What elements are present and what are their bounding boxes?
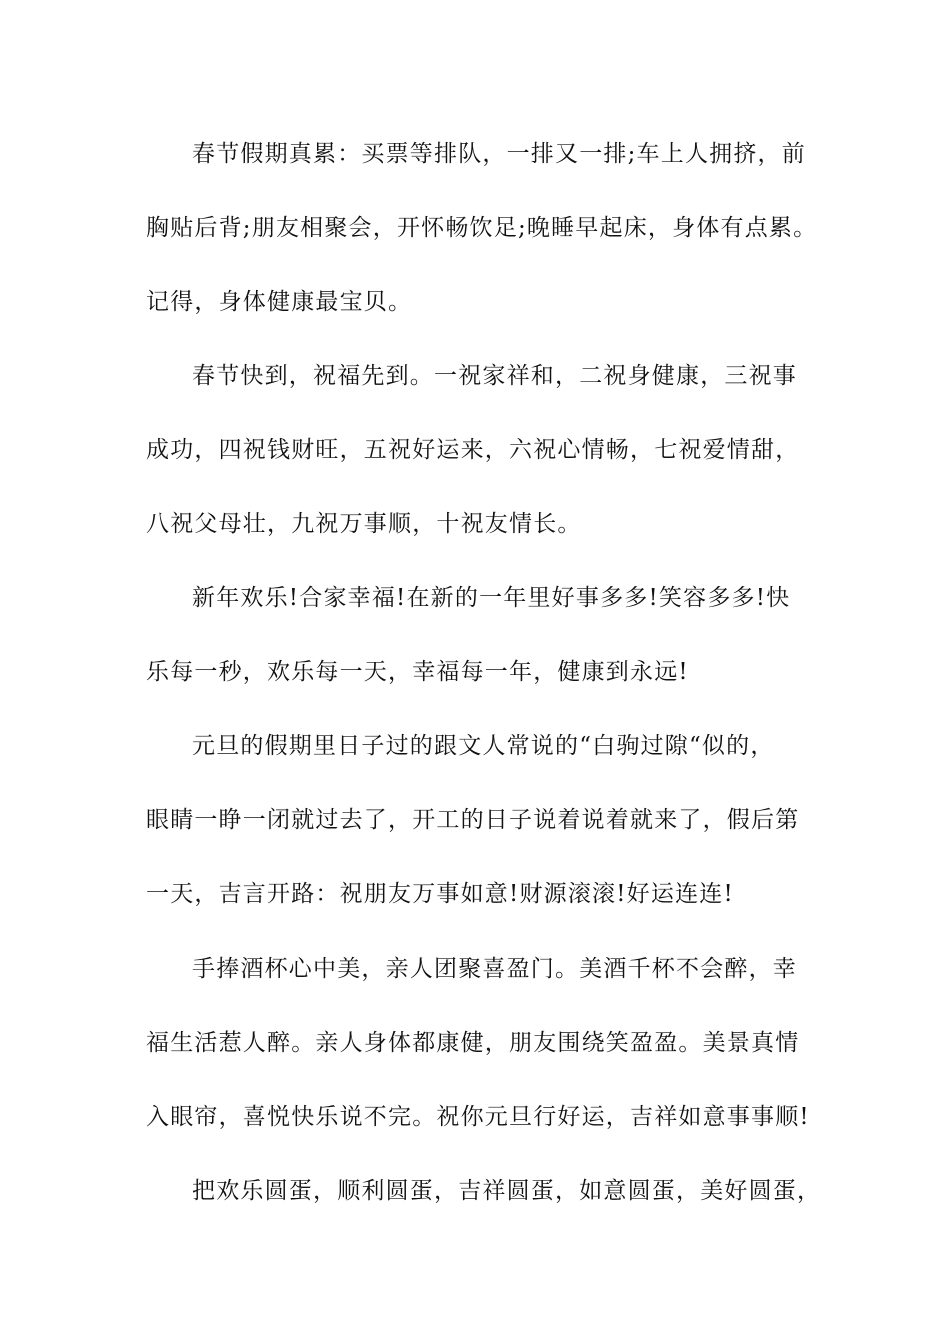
paragraph-1-line-2: 胸贴后背;朋友相聚会，开怀畅饮足;晚睡早起床，身体有点累。 [146,215,818,241]
paragraph-6-line-1: 把欢乐圆蛋，顺利圆蛋，吉祥圆蛋，如意圆蛋，美好圆蛋， [192,1178,822,1204]
paragraph-4-line-1: 元旦的假期里日子过的跟文人常说的“白驹过隙“似的， [192,733,775,759]
paragraph-2-line-3: 八祝父母壮，九祝万事顺，十祝友情长。 [146,511,582,537]
paragraph-5-line-1: 手捧酒杯心中美，亲人团聚喜盈门。美酒千杯不会醉，幸 [192,956,797,982]
paragraph-1-line-1: 春节假期真累：买票等排队，一排又一排;车上人拥挤，前 [192,141,806,167]
paragraph-5-line-3: 入眼帘，喜悦快乐说不完。祝你元旦行好运，吉祥如意事事顺! [146,1104,810,1130]
paragraph-4-line-3: 一天，吉言开路：祝朋友万事如意!财源滚滚!好运连连! [146,881,734,907]
paragraph-3-line-2: 乐每一秒，欢乐每一天，幸福每一年，健康到永远! [146,659,689,685]
paragraph-1-line-3: 记得，身体健康最宝贝。 [146,289,413,315]
paragraph-2-line-1: 春节快到，祝福先到。一祝家祥和，二祝身健康，三祝事 [192,363,797,389]
paragraph-4-line-2: 眼睛一睁一闭就过去了，开工的日子说着说着就来了，假后第 [146,807,800,833]
paragraph-3-line-1: 新年欢乐!合家幸福!在新的一年里好事多多!笑容多多!快 [192,585,791,611]
paragraph-5-line-2: 福生活惹人醉。亲人身体都康健，朋友围绕笑盈盈。美景真情 [146,1030,800,1056]
paragraph-2-line-2: 成功，四祝钱财旺，五祝好运来，六祝心情畅，七祝爱情甜， [146,437,800,463]
